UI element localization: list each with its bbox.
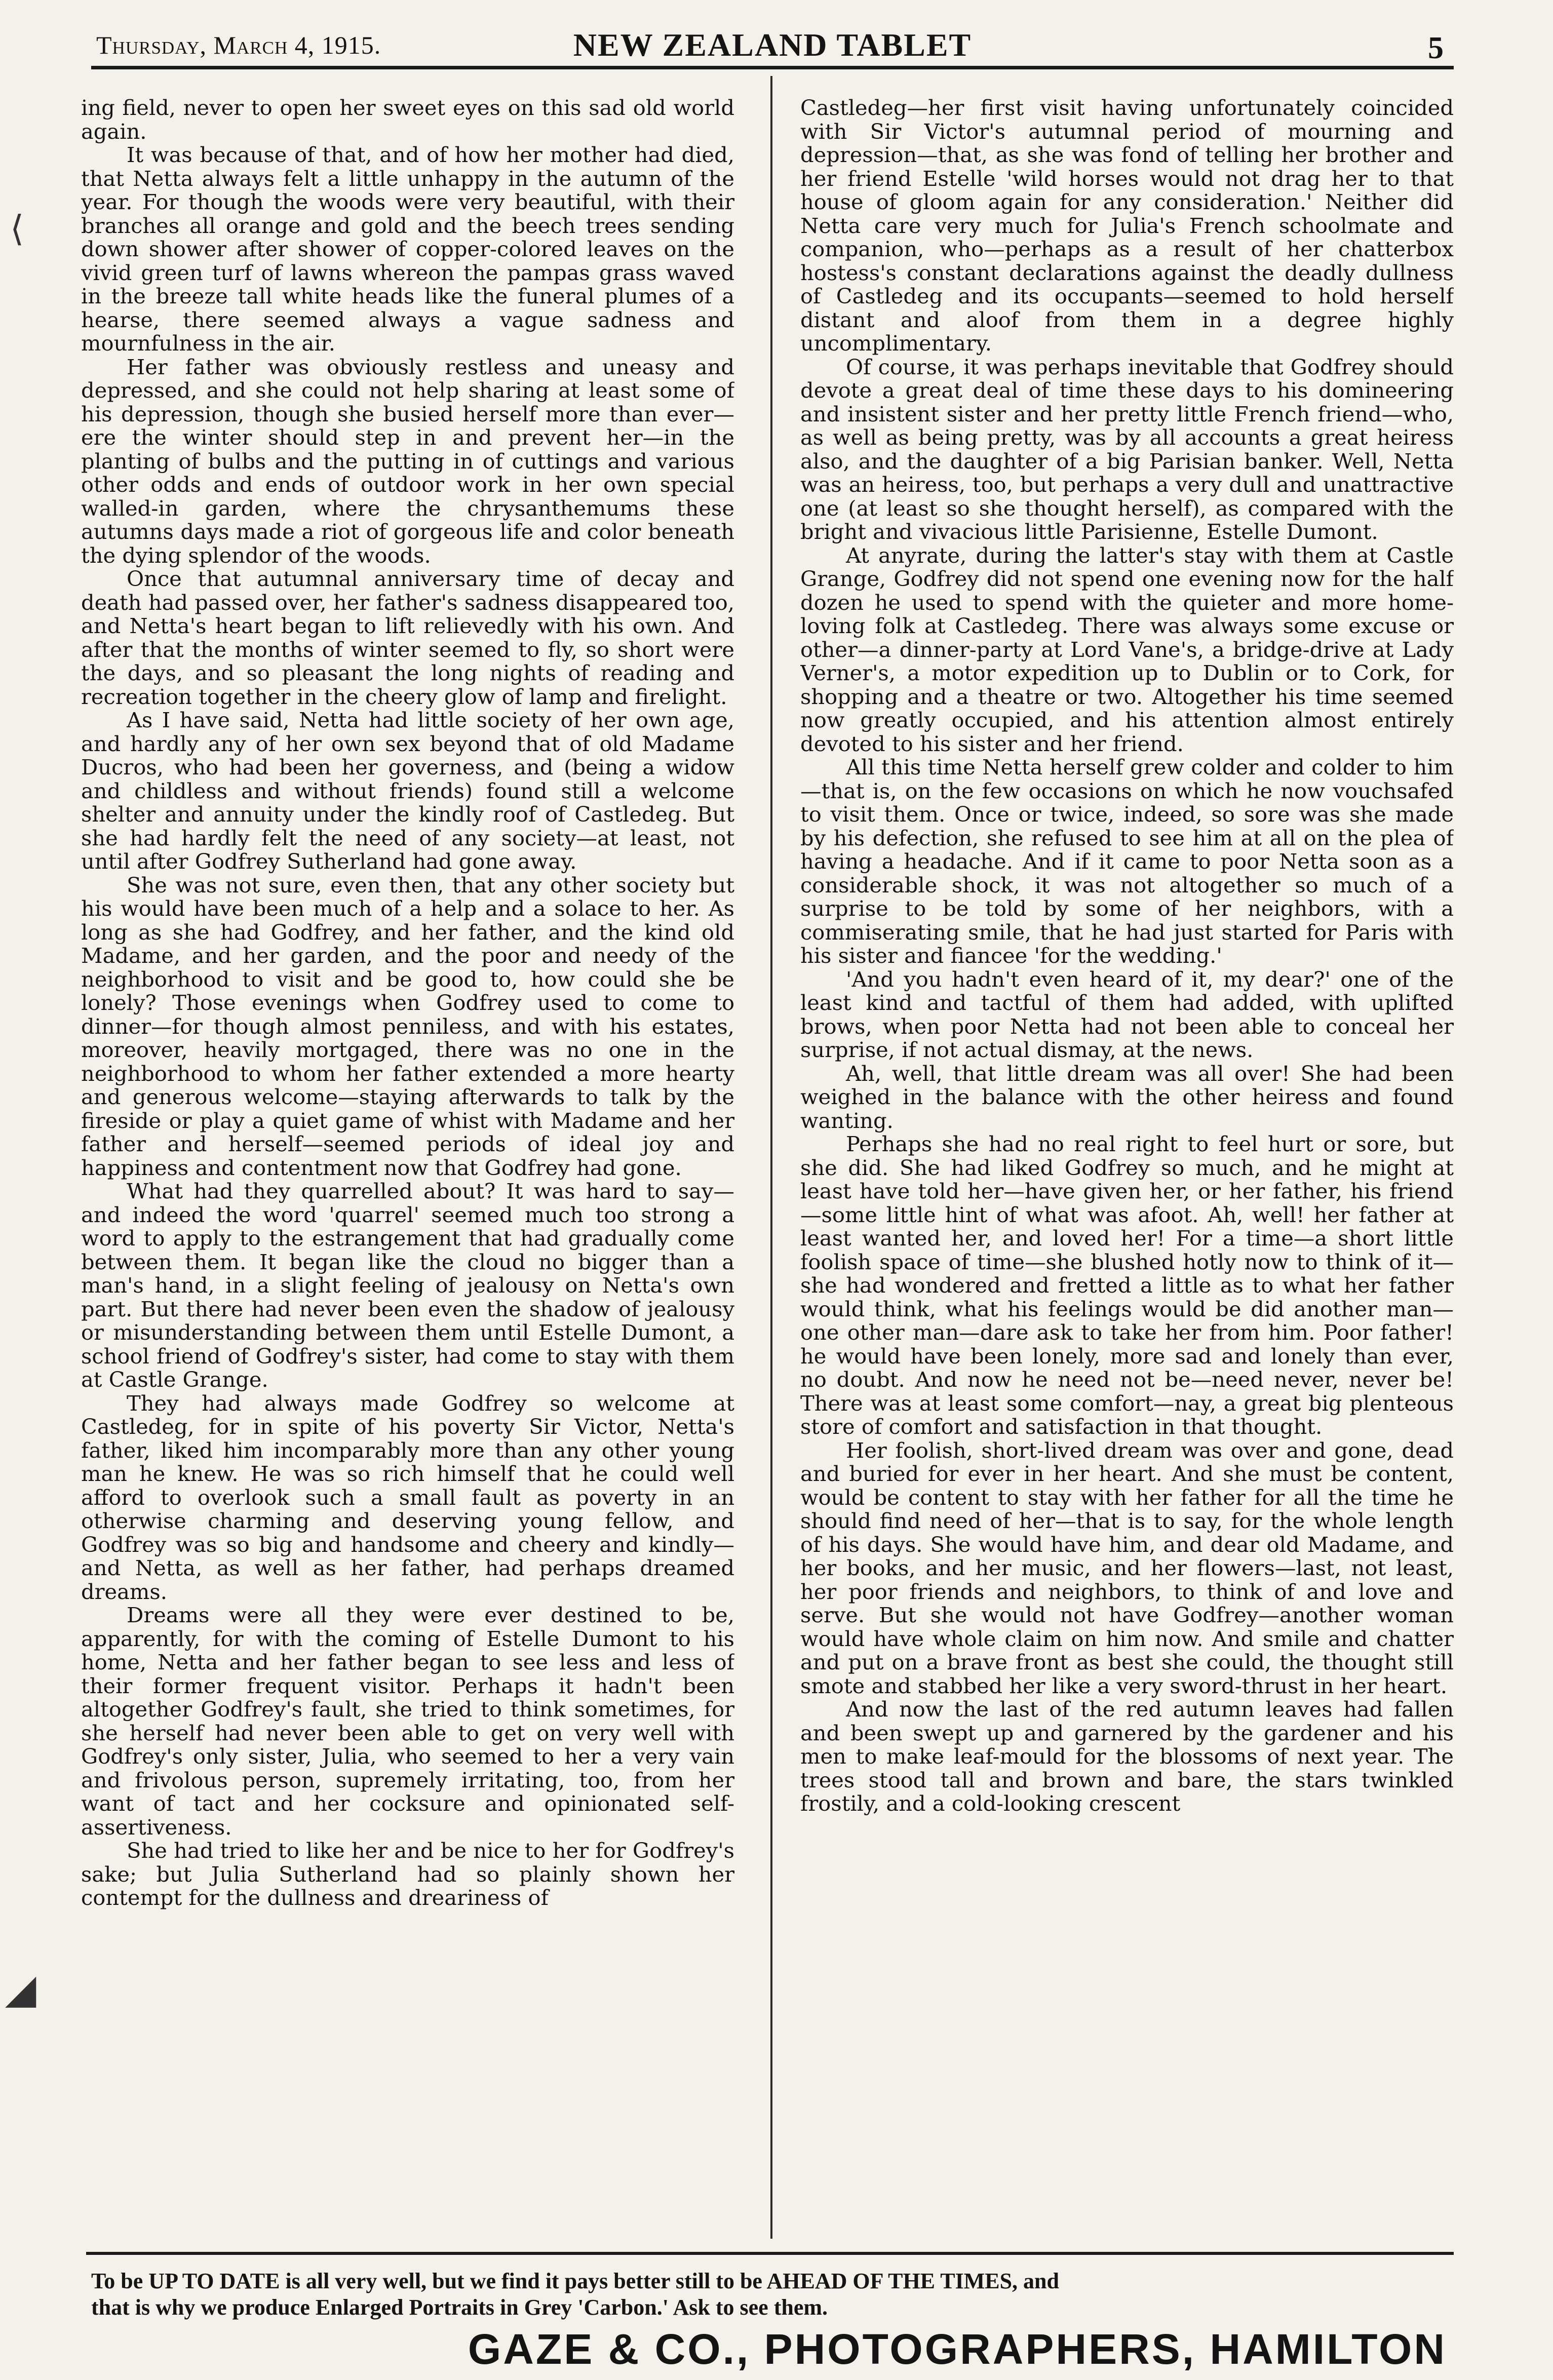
paragraph: Ah, well, that little dream was all over! She had been weighed in the balance with the other heiress and found wanting. <box>800 1061 1454 1133</box>
paragraph: It was because of that, and of how her mother had died, that Netta always felt a little unhappy in the autumn of the year. For though the woods were very beautiful, with their branches all orange and gold and the beech trees sending down shower after shower of copper-colored leaves on the vivid green turf of lawns whereon the pampas grass waved in the breeze tall white heads like the funeral plumes of a hearse, there seemed always a vague sadness and mournfulness in the air. <box>81 142 734 356</box>
paragraph: They had always made Godfrey so welcome at Castledeg, for in spite of his poverty Sir Victor, Netta's father, liked him incomparably more than any other young man he knew. He was so rich himself that he could well afford to overlook such a small fault as poverty in an otherwise charming and deserving young fellow, and Godfrey was so big and handsome and cheery and kindly—and Netta, as well as her father, had perhaps dreamed dreams. <box>81 1390 734 1604</box>
ad-signature: GAZE & CO., PHOTOGRAPHERS, HAMILTON <box>468 2325 1447 2373</box>
left-column <box>81 96 734 2239</box>
paragraph: At anyrate, during the latter's stay with them at Castle Grange, Godfrey did not spend one evening now for the half dozen he used to spend with the quieter and more home-loving folk at Castledeg. There was always some excuse or other—a dinner-party at Lord Vane's, a bridge-drive at Lady Verner's, a motor expedition up to Dublin or to Cork, for shopping and a theatre or two. Altogether his time seemed now greatly occupied, and his attention almost entirely devoted to his sister and her friend. <box>800 542 1454 756</box>
paragraph: 'And you hadn't even heard of it, my dear?' one of the least kind and tactful of them had added, with uplifted brows, when poor Netta had not been able to conceal her surprise, if not actual dismay, at the news. <box>800 966 1454 1062</box>
paragraph: Her foolish, short-lived dream was over and gone, dead and buried for ever in her heart. And she must be content, would be content to stay with her father for all the time he should find need of her—that is to say, for the whole length of his days. She would have him, and dear old Madame, and her books, and her music, and her flowers—last, not least, her poor friends and neighbors, to think of and love and serve. But she would not have Godfrey—another woman would have whole claim on him now. And smile and chatter and put on a brave front as best she could, the thought still smote and stabbed her like a very sword-thrust in her heart. <box>800 1437 1454 1698</box>
paragraph: As I have said, Netta had little society of her own age, and hardly any of her own sex beyond that of old Madame Ducros, who had been her governess, and (being a widow and childless and without friends) found still a welcome shelter and annuity under the kindly roof of Castledeg. But she had hardly felt the need of any society—at least, not until after Godfrey Sutherland had gone away. <box>81 708 734 874</box>
paragraph: She had tried to like her and be nice to her for Godfrey's sake; but Julia Sutherland had so plainly shown her contempt for the dullness and dreariness of <box>81 1838 734 1910</box>
margin-mark-icon: ⟨ <box>10 208 24 249</box>
paragraph: All this time Netta herself grew colder and colder to him—that is, on the few occasions on which he now vouchsafed to visit them. Once or twice, indeed, so sore was she made by his defection, she refused to see him at all on the plea of having a headache. And if it came to poor Netta soon as a considerable shock, it was not altogether so much of a surprise to be told by some of her neighbors, with a commiserating smile, that he had just started for Paris with his sister and fiancee 'for the wedding.' <box>800 755 1454 968</box>
margin-blot-icon: ◢ <box>5 1965 36 2012</box>
paragraph: Once that autumnal anniversary time of decay and death had passed over, her father's sadness disappeared too, and Netta's heart began to lift relievedly with his own. And after that the months of winter seemed to fly, so short were the days, and so pleasant the long nights of reading and recreation together in the cheery glow of lamp and firelight. <box>81 566 734 709</box>
issue-date: Thursday, March 4, 1915. <box>96 31 381 59</box>
paragraph: Perhaps she had no real right to feel hurt or sore, but she did. She had liked Godfrey so much, and he might at least have told her—have given her, or her father, his friend—some little hint of what was afoot. Ah, well! her father at least wanted her, and loved her! For a time—a short little foolish space of time—she blushed hotly now to think of it—she had wondered and fretted a little as to what her father would think, what his feelings would be did another man—one other man—dare ask to take her from him. Poor father! he would have been lonely, more sad and lonely than ever, no doubt. And now he need not be—need never, never be! There was at least some comfort—nay, a great big plenteous store of comfort and satisfaction in that thought. <box>800 1132 1454 1439</box>
ad-line-1: To be UP TO DATE is all very well, but we find it pays better still to be AHEAD OF THE TIMES, and <box>91 2269 1059 2293</box>
page-number: 5 <box>1428 31 1444 65</box>
paragraph: Castledeg—her first visit having unfortunately coincided with Sir Victor's autumnal period of mourning and depression—that, as she was fond of telling her brother and her friend Estelle 'wild horses would not drag her to that house of gloom again for any consideration.' Neither did Netta care very much for Julia's French schoolmate and companion, who—perhaps as a result of her chatterbox hostess's constant declarations against the deadly dullness of Castledeg and its occupants—seemed to hold herself distant and aloof from them in a degree highly uncomplimentary. <box>800 96 1454 356</box>
paragraph: Dreams were all they were ever destined to be, apparently, for with the coming of Estelle Dumont to his home, Netta and her father began to see less and less of their former frequent visitor. Perhaps it hadn't been altogether Godfrey's fault, she tried to think sometimes, for she herself had never been able to get on very well with Godfrey's only sister, Julia, who seemed to her a very vain and frivolous person, supremely irritating, too, from her want of tact and her cocksure and opinionated self-assertiveness. <box>81 1603 734 1840</box>
advertisement <box>91 2268 1454 2374</box>
column-divider <box>770 76 772 2239</box>
paragraph: And now the last of the red autumn leaves had fallen and been swept up and garnered by the gardener and his men to make leaf-mould for the blossoms of next year. The trees stood tall and brown and bare, the stars twinkled frostily, and a cold-looking crescent <box>800 1697 1454 1816</box>
paragraph: She was not sure, even then, that any other society but his would have been much of a help and a solace to her. As long as she had Godfrey, and her father, and the kind old Madame, and her garden, and the poor and needy of the neighborhood to visit and be good to, how could she be lonely? Those evenings when Godfrey used to come to dinner—for though almost penniless, and with his estates, moreover, heavily mortgaged, there was no one in the neighborhood to whom her father extended a more hearty and generous welcome—staying afterwards to talk by the fireside or play a quiet game of whist with Madame and her father and herself—seemed periods of ideal joy and happiness and contentment now that Godfrey had gone. <box>81 872 734 1180</box>
paragraph: What had they quarrelled about? It was hard to say—and indeed the word 'quarrel' seemed much too strong a word to apply to the estrangement that had gradually come between them. It began like the cloud no bigger than a man's hand, in a slight feeling of jealousy on Netta's own part. But there had never been even the shadow of jealousy or misunderstanding between them until Estelle Dumont, a school friend of Godfrey's sister, had come to stay with them at Castle Grange. <box>81 1179 734 1392</box>
paragraph: Of course, it was perhaps inevitable that Godfrey should devote a great deal of time these days to his domineering and insistent sister and her pretty little French friend—who, as well as being pretty, was by all accounts a great heiress also, and the daughter of a big Parisian banker. Well, Netta was an heiress, too, but perhaps a very dull and unattractive one (at least so she thought herself), as compared with the bright and vivacious little Parisienne, Estelle Dumont. <box>800 354 1454 544</box>
ad-line-2: that is why we produce Enlarged Portraits in Grey 'Carbon.' Ask to see them. <box>91 2295 828 2320</box>
paragraph: ing field, never to open her sweet eyes on this sad old world again. <box>81 96 734 144</box>
footer-rule <box>86 2252 1454 2255</box>
page-header <box>91 20 1454 69</box>
paragraph: Her father was obviously restless and uneasy and depressed, and she could not help sharing at least some of his depression, though she busied herself more than ever—ere the winter should step in and prevent her—in the planting of bulbs and the putting in of cuttings and various other odds and ends of outdoor work in her own special walled-in garden, where the chrysanthemums these autumns days made a riot of gorgeous life and color beneath the dying splendor of the woods. <box>81 354 734 568</box>
masthead-title: NEW ZEALAND TABLET <box>573 27 972 63</box>
right-column <box>800 96 1454 2239</box>
